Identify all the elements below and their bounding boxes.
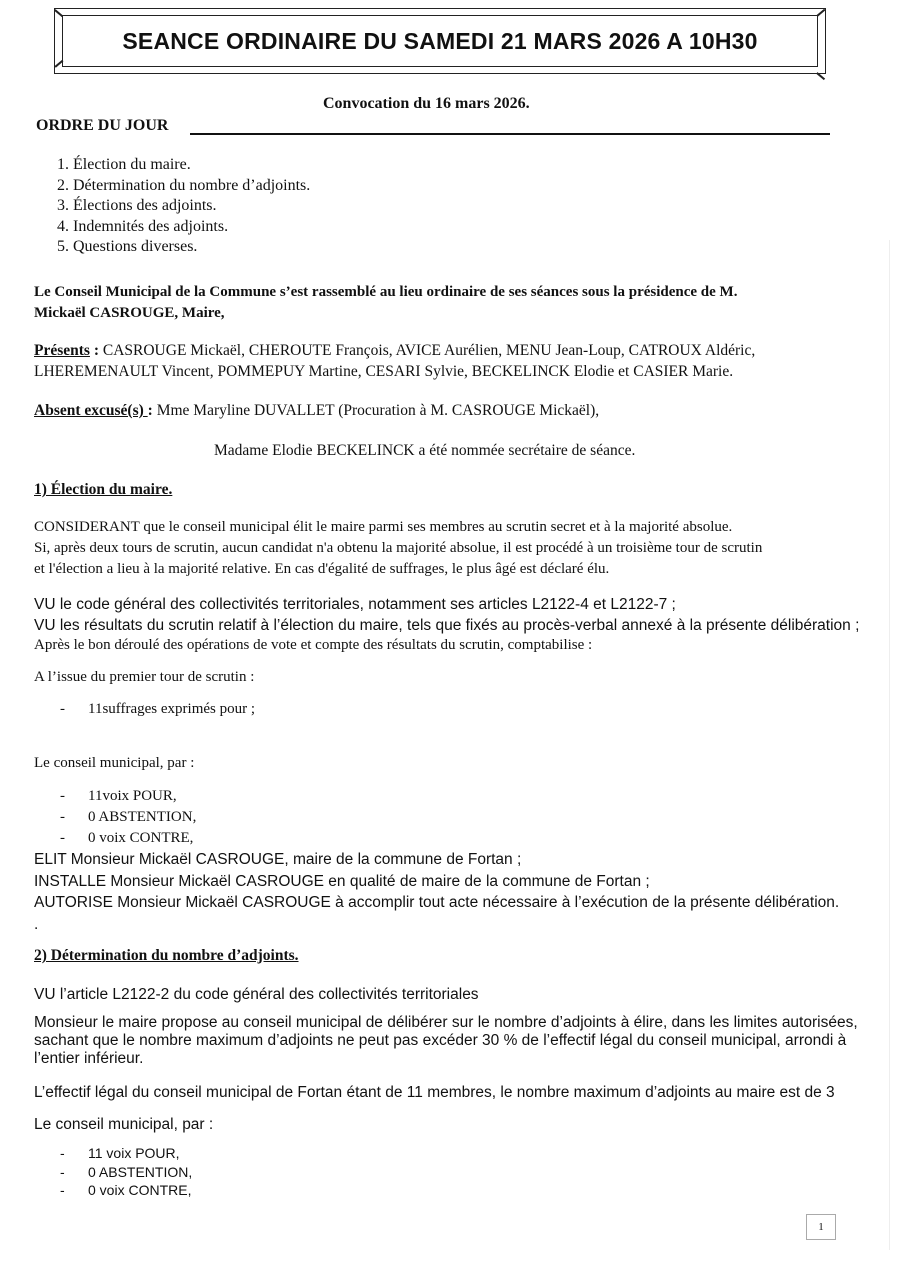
agenda-item: 4. Indemnités des adjoints. <box>57 217 229 235</box>
scan-margin <box>889 240 890 1250</box>
vu-line: VU les résultats du scrutin relatif à l’élection du maire, tels que fixés au procès-verbal annexé à la présente délibération ; <box>34 617 860 634</box>
stray-mark: . <box>34 915 39 933</box>
frame-corner <box>817 9 826 17</box>
secretaire-line: Madame Elodie BECKELINCK a été nommée secrétaire de séance. <box>214 442 636 459</box>
votes-list <box>60 786 196 849</box>
presents-label: Présents <box>34 342 90 359</box>
list-item: - 0 voix CONTRE, <box>60 1182 192 1198</box>
list-item-text: 11voix POUR, <box>88 788 177 804</box>
considerant-line: CONSIDERANT que le conseil municipal élit le maire parmi ses membres au scrutin secret et à la majorité absolue. <box>34 519 733 535</box>
section2-conseil: Le conseil municipal, par : <box>34 1116 214 1133</box>
intro-paragraph <box>34 282 737 324</box>
considerant-paragraph <box>34 517 762 580</box>
absents-paragraph <box>34 400 599 421</box>
decision-line: ELIT Monsieur Mickaël CASROUGE, maire de la commune de Fortan ; <box>34 851 522 868</box>
section2-votes-list <box>60 1144 192 1200</box>
presents-line: CASROUGE Mickaël, CHEROUTE François, AVICE Aurélien, MENU Jean-Loup, CATROUX Aldéric, <box>102 342 756 359</box>
list-item: - 0 ABSTENTION, <box>60 807 196 828</box>
considerant-line: et l'élection a lieu à la majorité relative. En cas d'égalité de suffrages, le plus âgé est déclaré élu. <box>34 561 610 577</box>
page-number: 1 <box>806 1214 836 1240</box>
issue-line: A l’issue du premier tour de scrutin : <box>34 669 255 685</box>
presents-paragraph <box>34 340 755 382</box>
list-item: - 11voix POUR, <box>60 786 196 807</box>
decision-line: AUTORISE Monsieur Mickaël CASROUGE à accomplir tout acte nécessaire à l’exécution de la présente délibération. <box>34 894 840 911</box>
considerant-line: Si, après deux tours de scrutin, aucun candidat n'a obtenu la majorité absolue, il est procédé à un troisième tour de scrutin <box>34 540 763 556</box>
effectif-line: L’effectif légal du conseil municipal de Fortan étant de 11 membres, le nombre maximum d’adjoints au maire est de 3 <box>34 1084 835 1101</box>
agenda-item: 3. Élections des adjoints. <box>57 197 217 214</box>
ordre-du-jour-label: ORDRE DU JOUR <box>36 117 169 134</box>
section2-title: 2) Détermination du nombre d’adjoints. <box>34 947 299 964</box>
list-item: - 0 voix CONTRE, <box>60 828 196 849</box>
apres-line: Après le bon déroulé des opérations de vote et compte des résultats du scrutin, comptabilise : <box>34 637 593 653</box>
section1-title: 1) Élection du maire. <box>34 481 173 498</box>
presents-line: LHEREMENAULT Vincent, POMMEPUY Martine, CESARI Sylvie, BECKELINCK Elodie et CASIER Marie. <box>34 363 734 380</box>
agenda-item: 1. Élection du maire. <box>57 156 191 173</box>
list-item-text: 0 ABSTENTION, <box>88 809 197 825</box>
ordre-du-jour-rule <box>190 133 830 135</box>
decisions-paragraph <box>34 849 839 935</box>
list-item-text: 0 ABSTENTION, <box>88 1163 193 1180</box>
proposal-line: Monsieur le maire propose au conseil municipal de délibérer sur le nombre d’adjoints à élire, dans les limites autorisées, <box>34 1014 858 1031</box>
agenda-list <box>57 155 310 258</box>
absents-text: Mme Maryline DUVALLET (Procuration à M. CASROUGE Mickaël), <box>156 402 600 419</box>
conseil-line: Le conseil municipal, par : <box>34 755 195 771</box>
presents-sep: : <box>89 342 103 359</box>
vu-line: VU le code général des collectivités territoriales, notamment ses articles L2122-4 et L2122-7 ; <box>34 596 676 613</box>
frame-corner <box>817 72 826 80</box>
intro-line: Le Conseil Municipal de la Commune s’est rassemblé au lieu ordinaire de ses séances sous la présidence de M. <box>34 284 738 300</box>
page-title: SEANCE ORDINAIRE DU SAMEDI 21 MARS 2026 A 10H30 <box>122 27 758 54</box>
absents-sep: : <box>147 402 157 419</box>
convocation-date: Convocation du 16 mars 2026. <box>323 95 530 112</box>
title-inner-frame <box>62 15 818 67</box>
proposal-line: sachant que le nombre maximum d’adjoints ne peut pas excéder 30 % de l’effectif légal du conseil municipal, arrondi à <box>34 1032 847 1049</box>
agenda-item: 2. Détermination du nombre d’adjoints. <box>57 176 311 194</box>
agenda-item: 5. Questions diverses. <box>57 238 198 255</box>
list-item: - 11 voix POUR, <box>60 1145 180 1161</box>
suffrages-list <box>60 701 255 718</box>
list-item-text: 11 voix POUR, <box>88 1145 180 1161</box>
proposal-line: l’entier inférieur. <box>34 1050 144 1067</box>
frame-corner <box>55 9 64 17</box>
title-frame <box>54 8 826 74</box>
section2-vu: VU l’article L2122-2 du code général des collectivités territoriales <box>34 986 479 1003</box>
intro-line: Mickaël CASROUGE, Maire, <box>34 305 225 321</box>
list-item-text: 11suffrages exprimés pour ; <box>88 701 256 717</box>
list-item-text: 0 voix CONTRE, <box>88 1182 192 1198</box>
list-item-text: 0 voix CONTRE, <box>88 830 194 846</box>
list-item: - 11suffrages exprimés pour ; <box>60 701 256 717</box>
decision-line: INSTALLE Monsieur Mickaël CASROUGE en qualité de maire de la commune de Fortan ; <box>34 872 650 890</box>
proposal-paragraph <box>34 1014 858 1068</box>
absents-label: Absent excusé(s) <box>34 402 148 419</box>
vu-paragraph <box>34 594 859 636</box>
list-item: - 0 ABSTENTION, <box>60 1163 193 1180</box>
